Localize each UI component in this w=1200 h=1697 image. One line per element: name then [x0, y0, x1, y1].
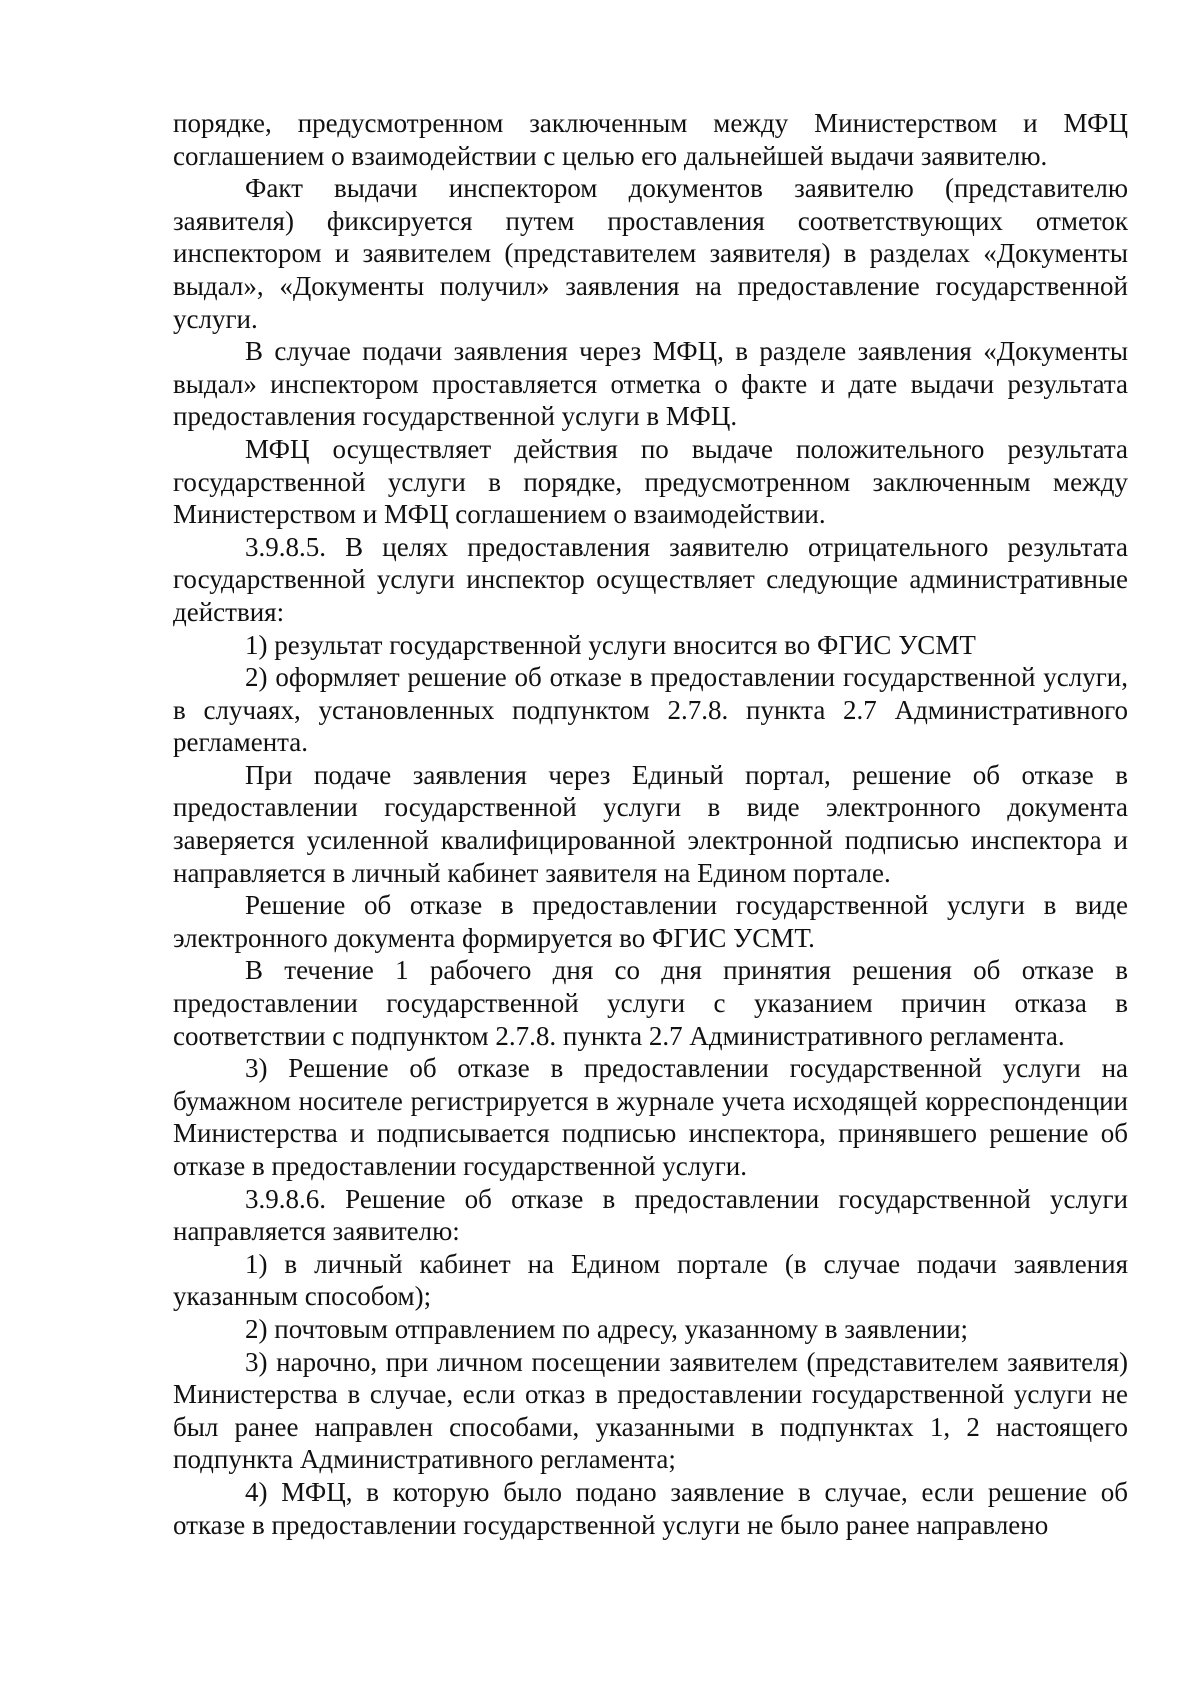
document-page: [173, 107, 1128, 1541]
paragraph-mfc-issuance: МФЦ осуществляет действия по выдаче положительного результата государственной услуги в порядке, предусмотренном заключенным между Министерством и МФЦ соглашением о взаимодействии.: [173, 433, 1128, 530]
paragraph-single-portal: При подаче заявления через Единый портал, решение об отказе в предоставлении государственной услуги в виде электронного документа заверяется усиленной квалифицированной электронной подписью инспектора и направляется в личный кабинет заявителя на Едином портале.: [173, 759, 1128, 888]
paragraph-3-9-8-5: 3.9.8.5. В целях предоставления заявителю отрицательного результата государственной услуги инспектор осуществляет следующие административные действия:: [173, 531, 1128, 627]
delivery-item-1: 1) в личный кабинет на Едином портале (в случае подачи заявления указанным способом);: [173, 1248, 1128, 1312]
paragraph-mfc-submission: В случае подачи заявления через МФЦ, в разделе заявления «Документы выдал» инспектором проставляется отметка о факте и дате выдачи результата предоставления государственной услуги в МФЦ.: [173, 336, 1128, 432]
paragraph-one-working-day: В течение 1 рабочего дня со дня принятия решения об отказе в предоставлении государственной услуги с указанием причин отказа в соответствии с подпунктом 2.7.8. пункта 2.7 Административного регламента.: [173, 955, 1128, 1051]
delivery-item-3: 3) нарочно, при личном посещении заявителем (представителем заявителя) Министерства в случае, если отказ в предоставлении государственной услуги не был ранее направлен способами, указанными в подпунктах 1, 2 настоящего подпункта Административного регламента;: [173, 1346, 1128, 1475]
delivery-item-4: 4) МФЦ, в которую было подано заявление в случае, если решение об отказе в предоставлении государственной услуги не было ранее направлено: [173, 1476, 1128, 1540]
list-item-3: 3) Решение об отказе в предоставлении государственной услуги на бумажном носителе регистрируется в журнале учета исходящей корреспонденции Министерства и подписывается подписью инспектора, принявшего решение об отказе в предоставлении государственной услуги.: [173, 1053, 1128, 1181]
paragraph-document-issuance-fact: Факт выдачи инспектором документов заявителю (представителю заявителя) фиксируется путем проставления соответствующих отметок инспектором и заявителем (представителем заявителя) в разделах «Документы выдал», «Документы получил» заявления на предоставление государственной услуги.: [173, 173, 1128, 334]
paragraph-3-9-8-6: 3.9.8.6. Решение об отказе в предоставлении государственной услуги направляется заявителю:: [173, 1183, 1128, 1247]
paragraph-electronic-decision: Решение об отказе в предоставлении государственной услуги в виде электронного документа формируется во ФГИС УСМТ.: [173, 890, 1128, 953]
paragraph-continuation: порядке, предусмотренном заключенным между Министерством и МФЦ соглашением о взаимодействии с целью его дальнейшей выдачи заявителю.: [173, 108, 1128, 171]
delivery-item-2: 2) почтовым отправлением по адресу, указанному в заявлении;: [245, 1313, 969, 1344]
list-item-1: 1) результат государственной услуги вносится во ФГИС УСМТ: [245, 629, 976, 660]
list-item-2: 2) оформляет решение об отказе в предоставлении государственной услуги, в случаях, установленных подпунктом 2.7.8. пункта 2.7 Административного регламента.: [173, 662, 1128, 758]
